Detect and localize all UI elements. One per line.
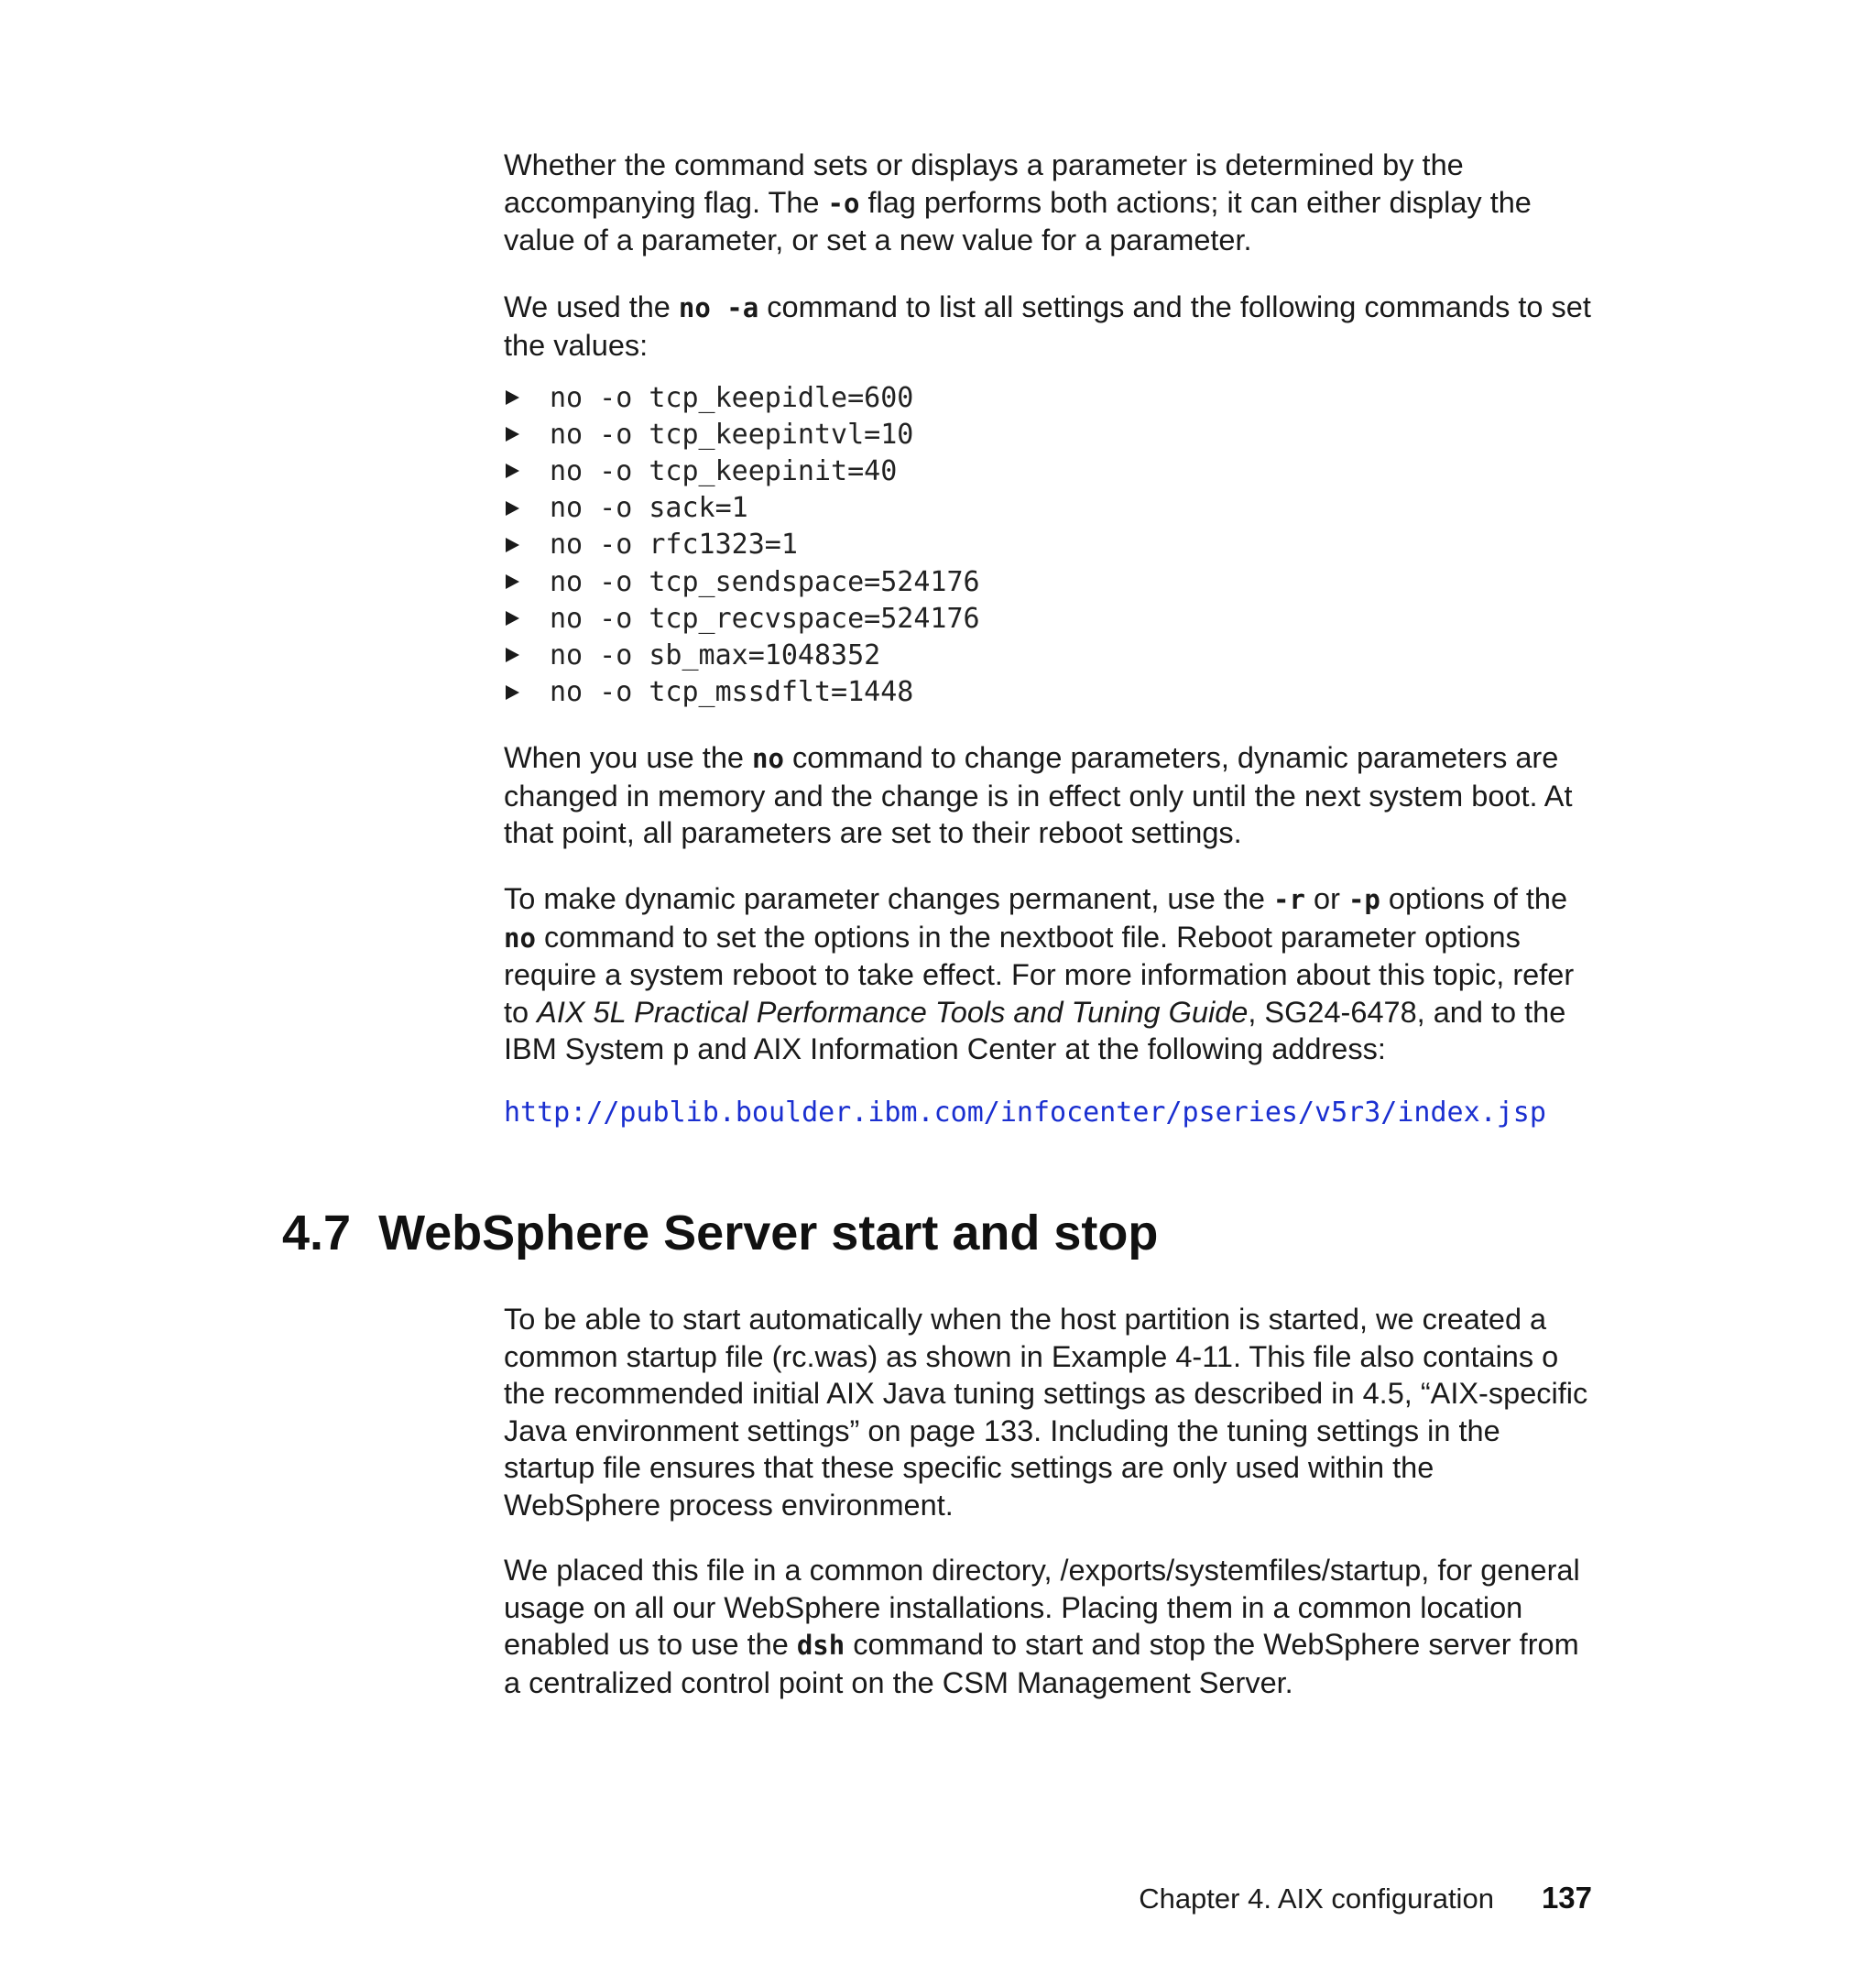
text: , SG24-6478, and to the IBM System p and AIX Information Center at the following address: <box>504 995 1566 1065</box>
inline-code: -o <box>827 187 860 219</box>
command-text: no -o sb_max=1048352 <box>550 638 881 671</box>
inline-code: no <box>504 922 536 954</box>
paragraph-flag-description <box>504 147 1594 259</box>
page-footer <box>1139 1881 1592 1915</box>
list-item <box>504 490 980 527</box>
paragraph-common-directory <box>504 1552 1594 1701</box>
inline-code: -p <box>1347 884 1380 915</box>
inline-code: no <box>752 743 784 774</box>
book-title: AIX 5L Practical Performance Tools and Tuning Guide <box>537 995 1249 1029</box>
paragraph-startup-file: To be able to start automatically when the host partition is started, we created a common startup file (rc.was) as shown in Example 4-11. This file also contains o the recommended initial AIX Java tuning settings as described in 4.5, “AIX-specific Java environment settings” on page 133. Including the tuning settings in the startup file ensures that these specific settings are only used within the WebSphere process environment. <box>504 1303 1588 1522</box>
text: command to change parameters, dynamic parameters are changed in memory and the change is in effect only until the next system boot. At that point, all parameters are set to their reboot settings. <box>504 741 1573 849</box>
list-item <box>504 416 980 453</box>
list-item <box>504 637 980 673</box>
paragraph-dynamic-parameters <box>504 739 1594 852</box>
text: We placed this file in a common directory, /exports/systemfiles/startup, for general usage on all our WebSphere installations. Placing them in a common location enabled us to use the <box>504 1554 1580 1661</box>
section-number: 4.7 <box>282 1206 352 1260</box>
text: We used the <box>504 290 679 323</box>
text: Whether the command sets or displays a parameter is determined by the accompanying flag. The <box>504 148 1464 219</box>
list-item <box>504 453 980 489</box>
triangle-bullet-icon <box>506 427 519 442</box>
command-text: no -o tcp_keepintvl=10 <box>550 418 914 451</box>
text: command to start and stop the WebSphere server from a centralized control point on the CSM Management Server. <box>504 1628 1579 1699</box>
triangle-bullet-icon <box>506 648 519 662</box>
command-text: no -o tcp_mssdflt=1448 <box>550 676 914 709</box>
command-text: no -o rfc1323=1 <box>550 529 798 562</box>
command-text: no -o tcp_recvspace=524176 <box>550 602 980 635</box>
section-heading <box>282 1205 1158 1261</box>
triangle-bullet-icon <box>506 464 519 478</box>
chapter-label: Chapter 4. AIX configuration <box>1139 1882 1494 1915</box>
paragraph-commands-intro <box>504 289 1594 364</box>
triangle-bullet-icon <box>506 685 519 700</box>
list-item <box>504 563 980 600</box>
text: options of the <box>1380 882 1568 915</box>
section-title: WebSphere Server start and stop <box>378 1206 1159 1260</box>
list-item <box>504 379 980 416</box>
list-item <box>504 600 980 637</box>
paragraph-permanent-changes <box>504 880 1594 1068</box>
text: command to list all settings and the following commands to set the values: <box>504 290 1591 362</box>
text: flag performs both actions; it can either display the value of a parameter, or set a new value for a parameter. <box>504 185 1532 256</box>
triangle-bullet-icon <box>506 611 519 626</box>
list-item <box>504 674 980 711</box>
command-list <box>504 379 980 711</box>
text: To make dynamic parameter changes permanent, use the <box>504 882 1274 915</box>
page-number: 137 <box>1541 1881 1592 1915</box>
inline-code: dsh <box>796 1630 845 1661</box>
command-text: no -o tcp_sendspace=524176 <box>550 565 980 598</box>
triangle-bullet-icon <box>506 390 519 405</box>
triangle-bullet-icon <box>506 501 519 516</box>
text: command to set the options in the nextboot file. Reboot parameter options require a system reboot to take effect. For more information about this topic, refer to <box>504 920 1575 1029</box>
inline-code: no -a <box>678 292 759 323</box>
command-text: no -o sack=1 <box>550 492 748 525</box>
command-text: no -o tcp_keepidle=600 <box>550 381 914 414</box>
command-text: no -o tcp_keepinit=40 <box>550 454 898 487</box>
triangle-bullet-icon <box>506 574 519 589</box>
triangle-bullet-icon <box>506 538 519 552</box>
text: or <box>1304 882 1348 915</box>
infocenter-link[interactable]: http://publib.boulder.ibm.com/infocenter/pseries/v5r3/index.jsp <box>504 1097 1546 1129</box>
inline-code: -r <box>1273 884 1305 915</box>
list-item <box>504 527 980 563</box>
text: When you use the <box>504 741 752 774</box>
